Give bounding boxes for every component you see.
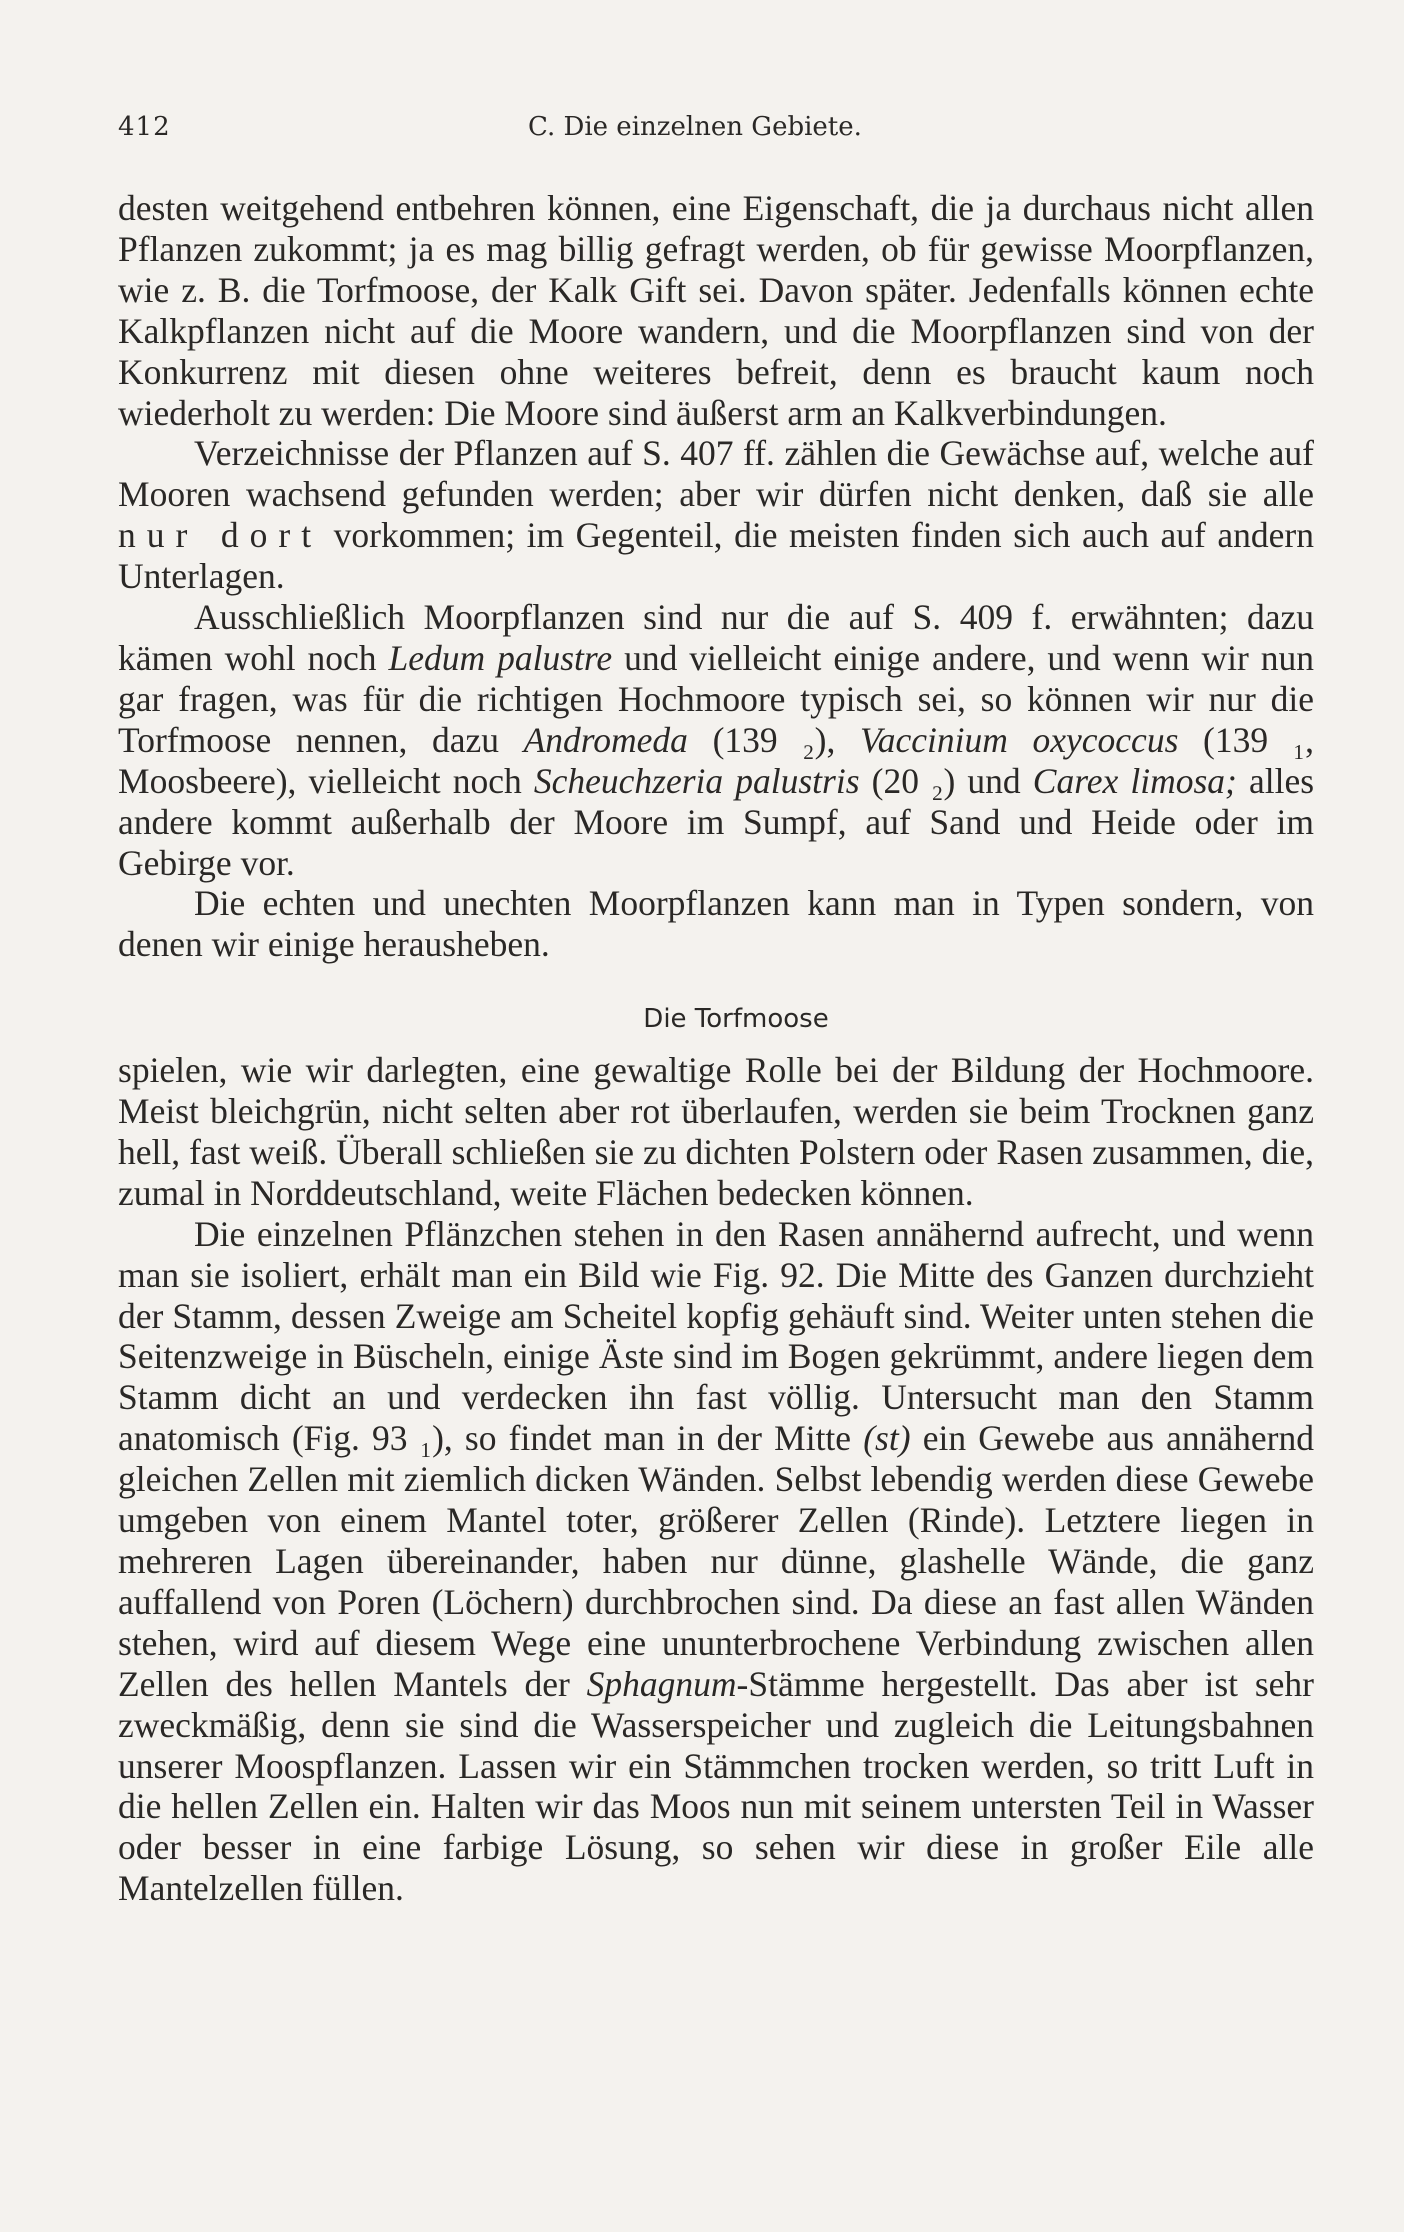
paragraph-4: Die echten und unechten Moorpflanzen kann man in Typen sondern, von denen wir einige herausheben. bbox=[118, 883, 1314, 965]
paragraph-2 bbox=[118, 433, 1314, 597]
section-heading: Die Torfmoose bbox=[643, 1004, 829, 1035]
paragraph-5: spielen, wie wir darlegten, eine gewaltige Rolle bei der Bildung der Hochmoore. Meist bleichgrün, nicht selten aber rot überlaufen, werden sie beim Trocknen ganz hell, fast weiß. Überall schließen sie zu dichten Polstern oder Rasen zusammen, die, zumal in Norddeutschland, weite Flächen bedecken können. bbox=[118, 1050, 1314, 1213]
p3-italic-vaccinium: Vaccinium oxycoccus bbox=[860, 719, 1179, 760]
p6-text-b: ein Gewebe aus annähernd gleichen Zellen mit ziemlich dicken Wänden. Selbst lebendig werden diese Gewebe umgeben von einem Mantel toter, größerer Zellen (Rinde). Letztere liegen in mehreren Lagen übereinander, haben nur dünne, glashelle Wände, die ganz auffallend von Poren (Löchern) durchbrochen sind. Da diese an fast allen Wänden stehen, wird auf diesem Wege eine ununterbrochene Verbindung zwischen allen Zellen des hellen Mantels der bbox=[118, 1418, 1314, 1704]
p3-text-c: (139 ₂), bbox=[712, 719, 836, 760]
paragraph-1: desten weitgehend entbehren können, eine Eigenschaft, die ja durchaus nicht allen Pflanzen zukommt; ja es mag billig gefragt werden, ob für gewisse Moorpflanzen, wie z. B. die Torfmoose, der Kalk Gift sei. Davon später. Jedenfalls können echte Kalkpflanzen nicht auf die Moore wandern, und die Moorpflanzen sind von der Konkurrenz mit diesen ohne weiteres befreit, denn es braucht kaum noch wiederholt zu werden: Die Moore sind äußerst arm an Kalkverbindungen. bbox=[118, 188, 1314, 433]
p2-text-a: Verzeichnisse der Pflanzen auf S. 407 ff. zählen die Gewächse auf, welche auf Mooren wachsend gefunden werden; aber wir dürfen nicht denken, daß sie alle bbox=[118, 433, 1314, 515]
p3-text-a: Ausschließlich Moorpflanzen sind nur die auf S. 409 f. erwähnten; dazu kämen wohl noch bbox=[118, 597, 1314, 678]
running-head: C. Die einzelnen Gebiete. bbox=[528, 112, 862, 142]
p3-text-b: und vielleicht einige andere, und wenn wir nun gar fragen, was für die richtigen Hochmoore typisch sei, so können wir nur die Torfmoose nennen, dazu bbox=[118, 637, 1315, 760]
p3-text-f: alles andere kommt außerhalb der Moore im Sumpf, auf Sand und Heide oder im Gebirge vor. bbox=[118, 760, 1315, 883]
p6-italic-sphagnum: Sphagnum bbox=[586, 1663, 737, 1704]
p3-italic-andromeda: Andromeda bbox=[523, 719, 688, 760]
p6-italic-st: (st) bbox=[863, 1418, 911, 1459]
p3-text-d: (139 ₁, Moosbeere), vielleicht noch bbox=[118, 719, 1314, 801]
body-text bbox=[118, 188, 1314, 1909]
p2-text-b: vorkommen; im Gegenteil, die meisten finden sich auch auf andern Unterlagen. bbox=[118, 515, 1315, 597]
p6-text-a: Die einzelnen Pflänzchen stehen in den Rasen annähernd aufrecht, und wenn man sie isoliert, erhält man ein Bild wie Fig. 92. Die Mitte des Ganzen durchzieht der Stamm, dessen Zweige am Scheitel kopfig gehäuft sind. Weiter unten stehen die Seitenzweige in Büscheln, einige Äste sind im Bogen gekrümmt, andere liegen dem Stamm dicht an und verdecken ihn fast völlig. Untersucht man den Stamm anatomisch (Fig. 93 ₁), so findet man in der Mitte bbox=[118, 1213, 1314, 1459]
page-header bbox=[118, 112, 1314, 162]
paragraph-3 bbox=[118, 597, 1314, 883]
p3-italic-scheuchzeria: Scheuchzeria palustris bbox=[533, 760, 860, 801]
p3-text-e: (20 ₂) und bbox=[871, 760, 1021, 801]
paragraph-6 bbox=[118, 1214, 1314, 1909]
p3-italic-carex: Carex limosa; bbox=[1032, 760, 1237, 801]
p3-italic-ledum: Ledum palustre bbox=[388, 637, 613, 678]
p2-spaced-text: nur dort bbox=[118, 515, 323, 556]
p6-text-c: -Stämme hergestellt. Das aber ist sehr zweckmäßig, denn sie sind die Wasserspeicher und zugleich die Leitungsbahnen unserer Moospflanzen. Lassen wir ein Stämmchen trocken werden, so tritt Luft in die hellen Zellen ein. Halten wir das Moos nun mit seinem untersten Teil in Wasser oder besser in eine farbige Lösung, so sehen wir diese in großer Eile alle Mantelzellen füllen. bbox=[118, 1663, 1314, 1909]
page-number: 412 bbox=[118, 112, 171, 142]
